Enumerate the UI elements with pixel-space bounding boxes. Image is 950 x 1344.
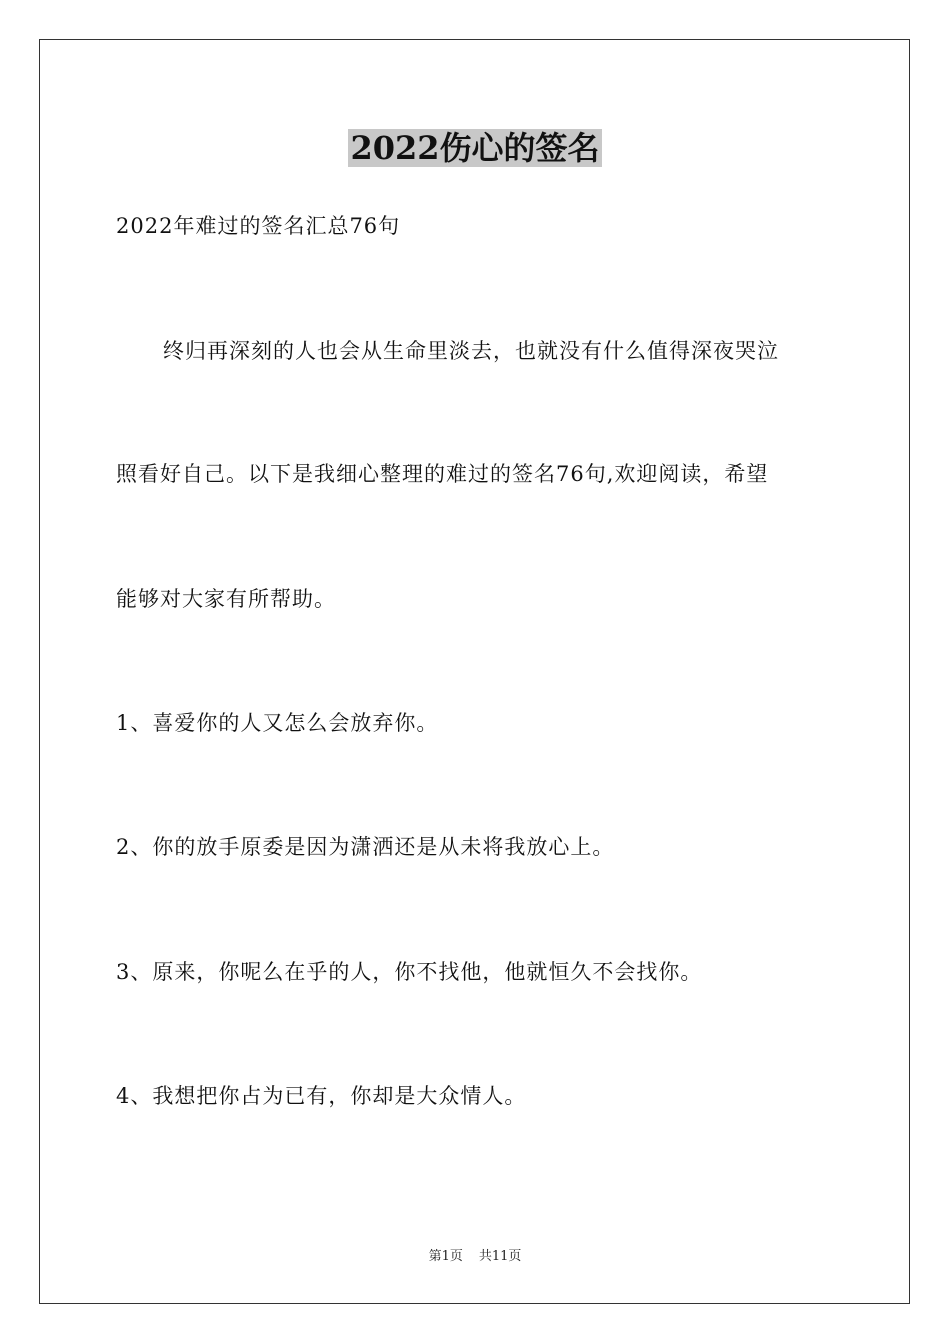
- list-item: 3、原来，你呢么在乎的人，你不找他，他就恒久不会找你。: [116, 960, 703, 984]
- list-item: 1、喜爱你的人又怎么会放弃你。: [116, 711, 439, 735]
- intro-line-1: 终归再深刻的人也会从生命里淡去，也就没有什么值得深夜哭泣: [163, 339, 779, 363]
- document-title: [0, 128, 950, 168]
- page-total: 共11页: [478, 1249, 522, 1264]
- intro-line-3: 能够对大家有所帮助。: [116, 587, 336, 611]
- list-item: 4、我想把你占为已有，你却是大众情人。: [116, 1084, 527, 1108]
- document-title-text: 2022伤心的签名: [350, 129, 600, 167]
- document-subtitle: 2022年难过的签名汇总76句: [116, 214, 401, 238]
- list-item: 2、你的放手原委是因为潇洒还是从未将我放心上。: [116, 835, 615, 859]
- page-number: 第1页: [428, 1249, 463, 1264]
- intro-line-2: 照看好自己。以下是我细心整理的难过的签名76句,欢迎阅读，希望: [116, 462, 769, 486]
- page-footer: [0, 1248, 950, 1266]
